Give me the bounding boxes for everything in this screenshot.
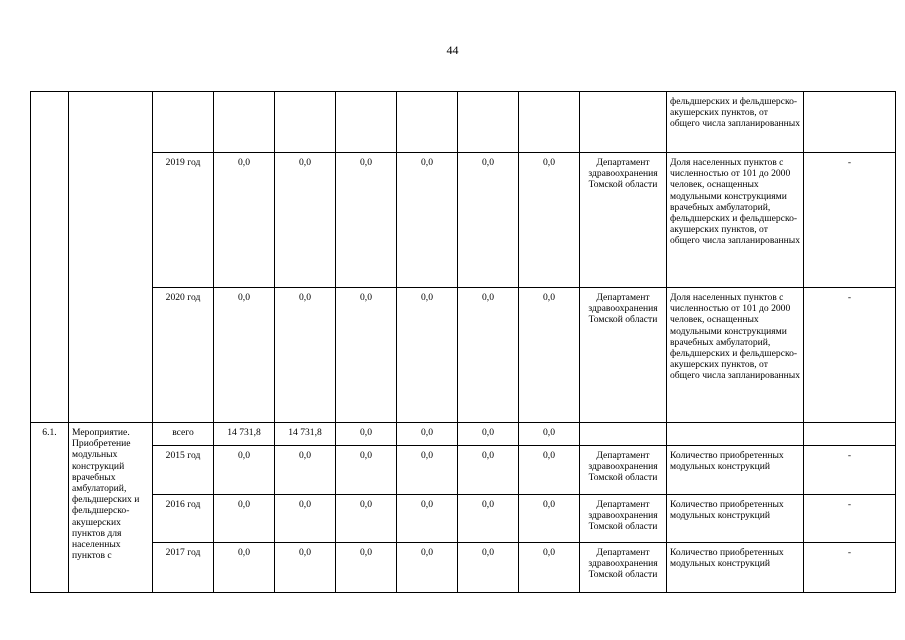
responsible-cell: Департамент здравоохранения Томской области: [580, 543, 667, 593]
value-cell: 0,0: [397, 153, 458, 288]
period-cell: 2020 год: [153, 288, 214, 423]
period-cell: 2015 год: [153, 446, 214, 495]
value-cell: 0,0: [458, 423, 519, 446]
target-cell: [804, 423, 896, 446]
value-cell: 14 731,8: [275, 423, 336, 446]
value-cell: 0,0: [336, 423, 397, 446]
value-cell: 0,0: [519, 288, 580, 423]
indicator-cell: фельдшерских и фельдшерско-акушерских пунктов, от общего числа запланированных: [667, 92, 804, 153]
period-cell: 2016 год: [153, 495, 214, 543]
value-cell: 0,0: [336, 543, 397, 593]
indicator-cell: Количество приобретенных модульных конструкций: [667, 495, 804, 543]
activity-name: Мероприятие. Приобретение модульных конструкций врачебных амбулаторий, фельдшерских и фельдшерско-акушерских пунктов для населенных пунктов с: [69, 423, 153, 593]
value-cell: [458, 92, 519, 153]
activity-number: 6.1.: [31, 423, 69, 593]
table-row: [31, 495, 896, 543]
responsible-cell: [580, 92, 667, 153]
value-cell: 0,0: [397, 423, 458, 446]
indicator-cell: Доля населенных пунктов с численностью от 101 до 2000 человек, оснащенных модульными конструкциями врачебных амбулаторий, фельдшерских и фельдшерско-акушерских пунктов, от общего числа запланированных: [667, 153, 804, 288]
value-cell: 0,0: [519, 446, 580, 495]
value-cell: 0,0: [336, 495, 397, 543]
table-row: [31, 288, 896, 423]
value-cell: [214, 92, 275, 153]
value-cell: 0,0: [397, 446, 458, 495]
target-cell: -: [804, 288, 896, 423]
value-cell: 0,0: [214, 543, 275, 593]
value-cell: 0,0: [336, 446, 397, 495]
target-cell: [804, 92, 896, 153]
indicator-cell: Количество приобретенных модульных конструкций: [667, 543, 804, 593]
page-number: 44: [446, 43, 459, 57]
target-cell: -: [804, 446, 896, 495]
value-cell: 0,0: [519, 423, 580, 446]
period-cell: 2017 год: [153, 543, 214, 593]
value-cell: 0,0: [214, 495, 275, 543]
table-row: [31, 423, 896, 446]
value-cell: 0,0: [275, 543, 336, 593]
table-row: [31, 153, 896, 288]
responsible-cell: Департамент здравоохранения Томской области: [580, 446, 667, 495]
value-cell: 0,0: [214, 288, 275, 423]
value-cell: 0,0: [336, 153, 397, 288]
value-cell: 0,0: [519, 495, 580, 543]
value-cell: [519, 92, 580, 153]
value-cell: 0,0: [519, 543, 580, 593]
value-cell: 0,0: [397, 495, 458, 543]
value-cell: 0,0: [458, 446, 519, 495]
period-cell: 2019 год: [153, 153, 214, 288]
period-cell: всего: [153, 423, 214, 446]
indicator-cell: [667, 423, 804, 446]
indicator-cell: Количество приобретенных модульных конструкций: [667, 446, 804, 495]
responsible-cell: Департамент здравоохранения Томской области: [580, 153, 667, 288]
target-cell: -: [804, 153, 896, 288]
activity-name-cell: [69, 92, 153, 423]
period-cell: [153, 92, 214, 153]
table-row: [31, 446, 896, 495]
value-cell: 0,0: [275, 288, 336, 423]
value-cell: [397, 92, 458, 153]
value-cell: 0,0: [214, 446, 275, 495]
target-cell: -: [804, 495, 896, 543]
responsible-cell: Департамент здравоохранения Томской области: [580, 288, 667, 423]
responsible-cell: Департамент здравоохранения Томской области: [580, 495, 667, 543]
value-cell: 0,0: [458, 495, 519, 543]
value-cell: [275, 92, 336, 153]
value-cell: 0,0: [275, 153, 336, 288]
indicator-cell: Доля населенных пунктов с численностью от 101 до 2000 человек, оснащенных модульными конструкциями врачебных амбулаторий, фельдшерских и фельдшерско-акушерских пунктов, от общего числа запланированных: [667, 288, 804, 423]
table-row: [31, 92, 896, 153]
value-cell: [336, 92, 397, 153]
value-cell: 0,0: [214, 153, 275, 288]
value-cell: 0,0: [458, 288, 519, 423]
value-cell: 0,0: [458, 543, 519, 593]
value-cell: 0,0: [275, 446, 336, 495]
value-cell: 0,0: [519, 153, 580, 288]
target-cell: -: [804, 543, 896, 593]
value-cell: 14 731,8: [214, 423, 275, 446]
value-cell: 0,0: [458, 153, 519, 288]
program-activities-table: [30, 91, 896, 593]
value-cell: 0,0: [275, 495, 336, 543]
responsible-cell: [580, 423, 667, 446]
value-cell: 0,0: [397, 288, 458, 423]
value-cell: 0,0: [336, 288, 397, 423]
table-row: [31, 543, 896, 593]
number-cell: [31, 92, 69, 423]
value-cell: 0,0: [397, 543, 458, 593]
